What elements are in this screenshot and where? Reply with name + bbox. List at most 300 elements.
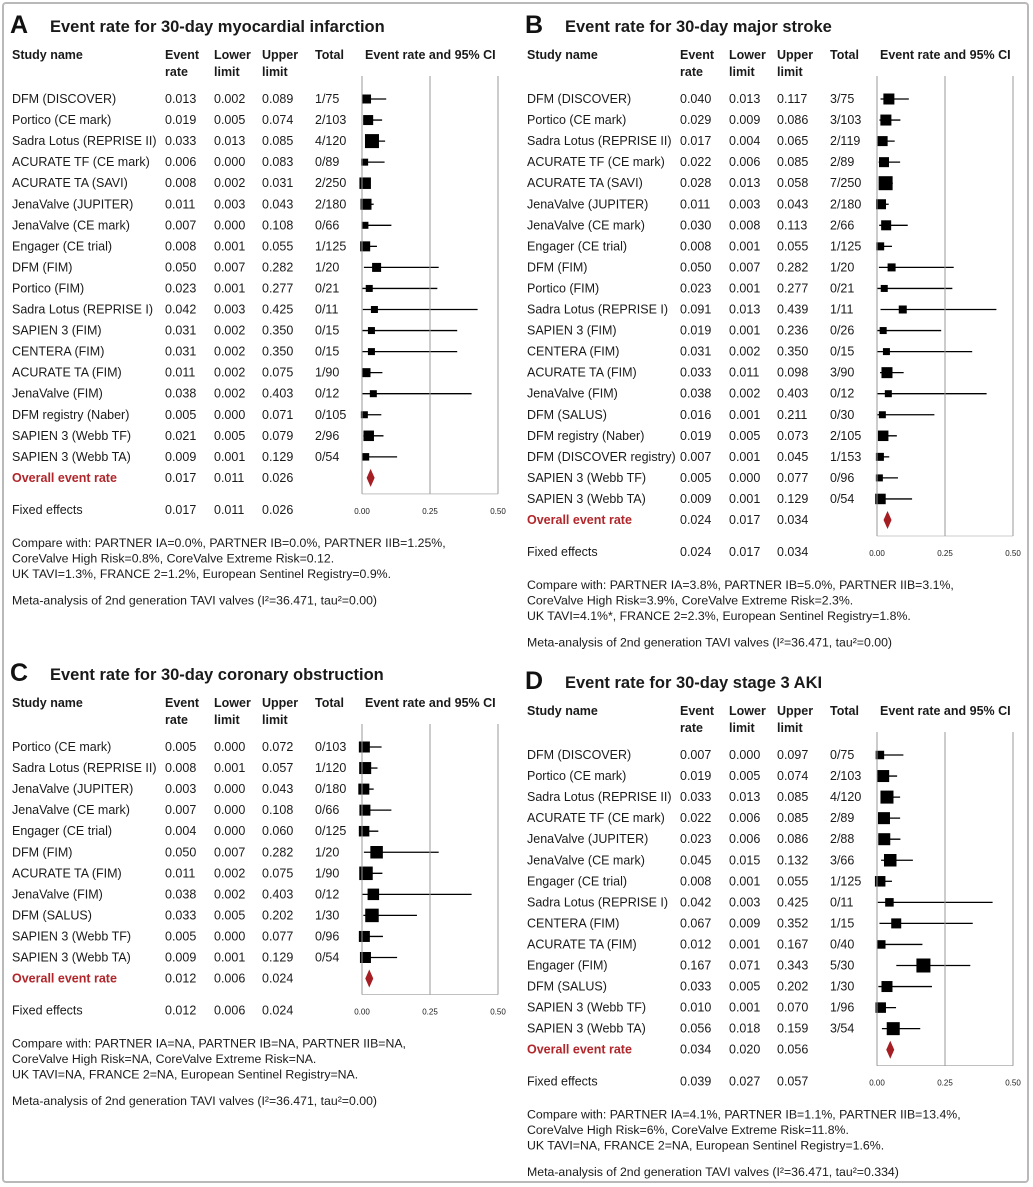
study-row — [527, 450, 889, 464]
point-estimate-marker — [370, 846, 383, 859]
total-count: 2/180 — [830, 197, 862, 212]
lower-limit: 0.001 — [214, 950, 246, 965]
total-count: 2/105 — [830, 428, 862, 443]
fixed-effects-row — [12, 503, 293, 517]
point-estimate-marker — [879, 176, 893, 190]
study-row — [527, 959, 970, 973]
total-count: 0/40 — [830, 937, 855, 952]
total-count: 0/103 — [315, 740, 347, 754]
fixed-lower: 0.027 — [729, 1074, 761, 1089]
point-estimate-marker — [359, 805, 370, 816]
lower-limit: 0.001 — [729, 281, 761, 296]
header-event-rate: Event — [680, 48, 715, 62]
meta-analysis-note: Meta-analysis of 2nd generation TAVI valves (I²=36.471, tau²=0.00) — [12, 593, 378, 608]
upper-limit: 0.057 — [262, 761, 294, 776]
study-name: ACURATE TA (FIM) — [527, 937, 637, 952]
study-name: Portico (FIM) — [527, 281, 600, 296]
fixed-lower: 0.011 — [214, 502, 245, 517]
point-estimate-marker — [891, 918, 901, 928]
lower-limit: 0.007 — [214, 260, 246, 275]
study-row — [527, 811, 900, 825]
upper-limit: 0.129 — [777, 491, 809, 506]
point-estimate-marker — [359, 931, 370, 942]
overall-upper: 0.024 — [262, 971, 294, 986]
study-name: JenaValve (JUPITER) — [12, 197, 134, 212]
lower-limit: 0.015 — [729, 853, 761, 868]
study-name: SAPIEN 3 (Webb TF) — [12, 929, 132, 944]
event-rate: 0.022 — [680, 811, 712, 826]
lower-limit: 0.005 — [729, 769, 761, 784]
lower-limit: 0.001 — [214, 761, 246, 776]
study-name: SAPIEN 3 (Webb TF) — [527, 1000, 647, 1015]
total-count: 3/75 — [830, 92, 855, 106]
total-count: 0/96 — [315, 929, 340, 944]
study-name: JenaValve (JUPITER) — [527, 832, 649, 847]
total-count: 2/250 — [315, 176, 347, 191]
header-event-rate-2: rate — [680, 721, 703, 735]
upper-limit: 0.211 — [777, 407, 808, 422]
total-count: 0/66 — [315, 218, 340, 233]
total-count: 1/125 — [830, 874, 862, 889]
point-estimate-marker — [881, 220, 891, 230]
total-count: 0/180 — [315, 782, 347, 797]
upper-limit: 0.236 — [777, 323, 809, 338]
study-row — [12, 345, 457, 359]
study-name: DFM (SALUS) — [12, 908, 92, 923]
point-estimate-marker — [370, 390, 377, 397]
total-count: 4/120 — [830, 790, 862, 805]
panel-title: Event rate for 30-day coronary obstruction — [50, 666, 384, 684]
lower-limit: 0.001 — [729, 449, 761, 464]
event-rate: 0.033 — [680, 979, 712, 994]
study-row — [527, 387, 987, 401]
fixed-effects-label: Fixed effects — [12, 502, 83, 517]
axis-tick-label: 0.25 — [422, 506, 438, 516]
lower-limit: 0.018 — [729, 1021, 761, 1036]
header-plot: Event rate and 95% CI — [365, 48, 496, 62]
axis-tick-label: 0.00 — [869, 1078, 885, 1088]
panel-title: Event rate for 30-day stage 3 AKI — [565, 674, 823, 692]
lower-limit: 0.001 — [729, 407, 761, 422]
overall-label: Overall event rate — [12, 470, 117, 485]
upper-limit: 0.055 — [777, 239, 809, 254]
study-name: ACURATE TF (CE mark) — [527, 811, 665, 826]
lower-limit: 0.000 — [729, 748, 761, 762]
fixed-effects-row — [527, 545, 808, 559]
upper-limit: 0.086 — [777, 832, 809, 847]
fixed-effects-label: Fixed effects — [12, 1003, 83, 1018]
upper-limit: 0.089 — [262, 92, 294, 106]
total-count: 0/89 — [315, 155, 340, 170]
upper-limit: 0.159 — [777, 1021, 809, 1036]
event-rate: 0.007 — [680, 449, 712, 464]
upper-limit: 0.085 — [777, 790, 809, 805]
study-row — [527, 853, 913, 867]
study-name: JenaValve (FIM) — [12, 386, 103, 401]
point-estimate-marker — [880, 327, 887, 334]
meta-analysis-note: Meta-analysis of 2nd generation TAVI valves (I²=36.471, tau²=0.334) — [527, 1165, 899, 1180]
study-name: SAPIEN 3 (Webb TF) — [527, 470, 647, 485]
event-rate: 0.038 — [165, 887, 197, 902]
point-estimate-marker — [879, 157, 889, 167]
point-estimate-marker — [881, 367, 892, 378]
header-study-name: Study name — [12, 48, 83, 62]
upper-limit: 0.350 — [777, 344, 809, 359]
study-row — [12, 324, 457, 338]
study-name: DFM (DISCOVER) — [527, 92, 632, 106]
meta-analysis-note: Meta-analysis of 2nd generation TAVI valves (I²=36.471, tau²=0.00) — [12, 1094, 378, 1109]
upper-limit: 0.085 — [262, 134, 294, 149]
event-rate: 0.040 — [680, 92, 712, 106]
total-count: 2/119 — [830, 134, 861, 149]
study-row — [12, 92, 386, 106]
event-rate: 0.050 — [165, 260, 197, 275]
total-count: 2/89 — [830, 155, 855, 170]
header-upper-limit-2: limit — [777, 65, 803, 79]
lower-limit: 0.001 — [214, 281, 246, 296]
study-name: Sadra Lotus (REPRISE I) — [527, 302, 669, 317]
upper-limit: 0.055 — [777, 874, 809, 889]
study-name: Sadra Lotus (REPRISE II) — [12, 134, 157, 149]
lower-limit: 0.002 — [214, 344, 246, 359]
compare-note: Compare with: PARTNER IA=0.0%, PARTNER IB=0.0%, PARTNER IIB=1.25%, — [12, 535, 446, 550]
study-row — [527, 748, 903, 762]
study-row — [527, 1001, 896, 1015]
study-name: ACURATE TA (FIM) — [12, 365, 122, 380]
point-estimate-marker — [877, 940, 886, 949]
study-name: Portico (FIM) — [12, 281, 85, 296]
point-estimate-marker — [365, 134, 379, 148]
point-estimate-marker — [372, 263, 381, 272]
study-name: ACURATE TA (SAVI) — [527, 176, 643, 191]
header-total: Total — [830, 704, 859, 718]
compare-note: UK TAVI=4.1%*, FRANCE 2=2.3%, European Sentinel Registry=1.8%. — [527, 609, 911, 623]
event-rate: 0.019 — [680, 428, 712, 443]
total-count: 1/75 — [315, 92, 340, 106]
header-plot: Event rate and 95% CI — [880, 704, 1011, 718]
study-row — [12, 740, 382, 754]
study-name: SAPIEN 3 (FIM) — [527, 323, 617, 338]
total-count: 1/96 — [830, 1000, 855, 1015]
study-row — [527, 832, 900, 846]
point-estimate-marker — [878, 833, 890, 845]
total-count: 2/180 — [315, 197, 347, 212]
fixed-lower: 0.017 — [729, 545, 761, 559]
point-estimate-marker — [363, 115, 373, 125]
point-estimate-marker — [916, 959, 930, 973]
overall-diamond — [884, 511, 892, 529]
study-row — [12, 845, 439, 859]
study-name: Sadra Lotus (REPRISE I) — [12, 302, 154, 317]
study-row — [527, 92, 909, 106]
study-row — [12, 803, 391, 817]
event-rate: 0.050 — [165, 845, 197, 860]
upper-limit: 0.058 — [777, 176, 809, 191]
overall-row — [527, 511, 892, 529]
total-count: 0/96 — [830, 470, 855, 485]
study-name: ACURATE TA (FIM) — [527, 365, 637, 380]
study-name: SAPIEN 3 (Webb TA) — [12, 950, 131, 965]
study-name: JenaValve (CE mark) — [12, 803, 130, 818]
upper-limit: 0.097 — [777, 748, 809, 762]
lower-limit: 0.003 — [214, 197, 246, 212]
compare-note: CoreValve High Risk=0.8%, CoreValve Extreme Risk=0.12. — [12, 551, 335, 566]
upper-limit: 0.055 — [262, 239, 294, 254]
event-rate: 0.067 — [680, 916, 712, 931]
fixed-effects-label: Fixed effects — [527, 1074, 598, 1089]
upper-limit: 0.202 — [777, 979, 809, 994]
total-count: 2/66 — [830, 218, 855, 233]
header-upper-limit: Upper — [262, 696, 299, 710]
fixed-upper: 0.024 — [262, 1003, 294, 1018]
upper-limit: 0.132 — [777, 853, 809, 868]
lower-limit: 0.000 — [214, 155, 246, 170]
total-count: 0/125 — [315, 824, 347, 839]
study-name: SAPIEN 3 (Webb TA) — [527, 1021, 646, 1036]
point-estimate-marker — [362, 453, 370, 461]
event-rate: 0.005 — [165, 740, 197, 754]
event-rate: 0.005 — [165, 929, 197, 944]
lower-limit: 0.002 — [729, 386, 761, 401]
point-estimate-marker — [899, 306, 907, 314]
header-event-rate-2: rate — [165, 65, 188, 79]
lower-limit: 0.013 — [729, 790, 761, 805]
study-row — [12, 866, 382, 880]
study-name: SAPIEN 3 (FIM) — [12, 323, 102, 338]
panel-title: Event rate for 30-day major stroke — [565, 18, 832, 36]
study-name: ACURATE TA (FIM) — [12, 866, 122, 881]
event-rate: 0.013 — [165, 92, 197, 106]
event-rate: 0.091 — [680, 302, 712, 317]
panel-letter: B — [525, 11, 544, 39]
upper-limit: 0.113 — [777, 218, 808, 233]
study-row — [12, 134, 385, 148]
event-rate: 0.056 — [680, 1021, 712, 1036]
study-row — [527, 113, 900, 127]
lower-limit: 0.006 — [729, 811, 761, 826]
event-rate: 0.003 — [165, 782, 197, 797]
event-rate: 0.023 — [680, 281, 712, 296]
point-estimate-marker — [880, 791, 893, 804]
header-upper-limit: Upper — [777, 704, 814, 718]
study-row — [12, 176, 371, 190]
point-estimate-marker — [366, 285, 373, 292]
study-row — [12, 366, 382, 380]
compare-note: UK TAVI=1.3%, FRANCE 2=1.2%, European Sentinel Registry=0.9%. — [12, 566, 392, 581]
study-row — [527, 345, 972, 359]
upper-limit: 0.083 — [262, 155, 294, 170]
lower-limit: 0.000 — [214, 782, 246, 797]
event-rate: 0.008 — [165, 761, 197, 776]
point-estimate-marker — [368, 327, 375, 334]
axis-tick-label: 0.50 — [490, 1007, 506, 1017]
event-rate: 0.011 — [680, 197, 711, 212]
lower-limit: 0.001 — [729, 491, 761, 506]
point-estimate-marker — [358, 784, 369, 795]
upper-limit: 0.098 — [777, 365, 809, 380]
study-name: JenaValve (FIM) — [12, 887, 103, 902]
event-rate: 0.009 — [165, 449, 197, 464]
upper-limit: 0.079 — [262, 428, 294, 443]
study-row — [12, 761, 378, 775]
total-count: 3/54 — [830, 1021, 855, 1036]
point-estimate-marker — [884, 854, 897, 867]
fixed-effects-row — [527, 1075, 808, 1089]
event-rate: 0.042 — [165, 302, 197, 317]
total-count: 1/90 — [315, 866, 340, 881]
study-name: Engager (CE trial) — [12, 239, 113, 254]
header-study-name: Study name — [12, 696, 83, 710]
study-row — [527, 408, 934, 422]
lower-limit: 0.001 — [729, 874, 761, 889]
panel-a — [10, 11, 506, 607]
study-row — [12, 782, 374, 796]
study-row — [12, 260, 439, 274]
study-name: Portico (CE mark) — [527, 769, 627, 784]
lower-limit: 0.005 — [214, 428, 246, 443]
event-rate: 0.028 — [680, 176, 712, 191]
study-name: DFM (FIM) — [12, 845, 73, 860]
event-rate: 0.031 — [165, 344, 197, 359]
total-count: 2/89 — [830, 811, 855, 826]
upper-limit: 0.043 — [262, 197, 294, 212]
study-name: Engager (CE trial) — [527, 874, 628, 889]
lower-limit: 0.006 — [729, 155, 761, 170]
study-name: Portico (CE mark) — [527, 113, 627, 128]
event-rate: 0.038 — [165, 386, 197, 401]
point-estimate-marker — [885, 898, 894, 907]
fixed-lower: 0.006 — [214, 1003, 246, 1018]
compare-note: UK TAVI=NA, FRANCE 2=NA, European Sentinel Registry=NA. — [12, 1067, 359, 1082]
point-estimate-marker — [881, 981, 892, 992]
lower-limit: 0.009 — [729, 113, 761, 128]
lower-limit: 0.002 — [729, 344, 761, 359]
point-estimate-marker — [368, 348, 375, 355]
study-row — [12, 929, 383, 943]
upper-limit: 0.043 — [777, 197, 809, 212]
point-estimate-marker — [359, 177, 371, 189]
overall-label: Overall event rate — [12, 971, 117, 986]
study-row — [12, 824, 378, 838]
upper-limit: 0.071 — [262, 407, 294, 422]
upper-limit: 0.117 — [777, 92, 808, 106]
upper-limit: 0.043 — [262, 782, 294, 797]
event-rate: 0.033 — [680, 365, 712, 380]
lower-limit: 0.002 — [214, 176, 246, 191]
study-name: Sadra Lotus (REPRISE II) — [527, 134, 672, 149]
upper-limit: 0.031 — [262, 176, 294, 191]
upper-limit: 0.425 — [262, 302, 294, 317]
event-rate: 0.016 — [680, 407, 712, 422]
upper-limit: 0.065 — [777, 134, 809, 149]
point-estimate-marker — [883, 94, 894, 105]
total-count: 1/153 — [830, 449, 862, 464]
total-count: 0/15 — [830, 344, 855, 359]
overall-diamond — [367, 469, 375, 487]
event-rate: 0.008 — [680, 874, 712, 889]
event-rate: 0.005 — [165, 407, 197, 422]
upper-limit: 0.060 — [262, 824, 294, 839]
upper-limit: 0.045 — [777, 449, 809, 464]
total-count: 3/66 — [830, 853, 855, 868]
upper-limit: 0.352 — [777, 916, 809, 931]
total-count: 1/30 — [830, 979, 855, 994]
study-row — [527, 916, 973, 930]
upper-limit: 0.343 — [777, 958, 809, 973]
event-rate: 0.042 — [680, 895, 712, 910]
event-rate: 0.033 — [165, 134, 197, 149]
total-count: 0/75 — [830, 748, 855, 762]
axis-tick-label: 0.25 — [422, 1007, 438, 1017]
event-rate: 0.012 — [680, 937, 712, 952]
study-name: CENTERA (FIM) — [12, 344, 105, 359]
study-row — [12, 387, 472, 401]
upper-limit: 0.282 — [262, 260, 294, 275]
study-name: JenaValve (CE mark) — [12, 218, 130, 233]
point-estimate-marker — [883, 348, 890, 355]
total-count: 0/11 — [830, 895, 854, 910]
lower-limit: 0.004 — [729, 134, 761, 149]
upper-limit: 0.403 — [777, 386, 809, 401]
upper-limit: 0.277 — [777, 281, 809, 296]
event-rate: 0.011 — [165, 365, 196, 380]
overall-row — [12, 970, 373, 988]
study-row — [527, 260, 954, 274]
lower-limit: 0.000 — [214, 929, 246, 944]
lower-limit: 0.001 — [729, 937, 761, 952]
panel-letter: C — [10, 659, 29, 687]
total-count: 7/250 — [830, 176, 862, 191]
point-estimate-marker — [878, 136, 888, 146]
lower-limit: 0.001 — [214, 239, 246, 254]
point-estimate-marker — [359, 867, 373, 881]
point-estimate-marker — [361, 368, 370, 377]
lower-limit: 0.008 — [729, 218, 761, 233]
event-rate: 0.031 — [165, 323, 197, 338]
event-rate: 0.007 — [165, 803, 197, 818]
panel-title: Event rate for 30-day myocardial infarction — [50, 18, 385, 36]
total-count: 0/66 — [315, 803, 340, 818]
study-row — [12, 450, 397, 464]
study-row — [527, 303, 996, 317]
event-rate: 0.007 — [680, 748, 712, 762]
study-row — [12, 155, 385, 169]
compare-note: CoreValve High Risk=3.9%, CoreValve Extreme Risk=2.3%. — [527, 593, 854, 608]
total-count: 1/120 — [315, 761, 347, 776]
axis-tick-label: 0.25 — [937, 1078, 953, 1088]
lower-limit: 0.013 — [729, 176, 761, 191]
header-upper-limit: Upper — [777, 48, 814, 62]
lower-limit: 0.000 — [214, 803, 246, 818]
study-name: JenaValve (CE mark) — [527, 853, 645, 868]
total-count: 3/103 — [830, 113, 862, 128]
header-upper-limit-2: limit — [262, 65, 288, 79]
event-rate: 0.008 — [165, 176, 197, 191]
overall-diamond — [365, 970, 373, 988]
total-count: 1/125 — [830, 239, 862, 254]
total-count: 2/103 — [830, 769, 862, 784]
study-name: CENTERA (FIM) — [527, 344, 620, 359]
study-row — [12, 951, 397, 965]
axis-tick-label: 0.00 — [354, 506, 370, 516]
event-rate: 0.022 — [680, 155, 712, 170]
study-name: SAPIEN 3 (Webb TF) — [12, 428, 132, 443]
overall-lower: 0.020 — [729, 1042, 761, 1057]
header-event-rate: Event — [680, 704, 715, 718]
study-row — [527, 281, 952, 295]
compare-note: Compare with: PARTNER IA=4.1%, PARTNER IB=1.1%, PARTNER IIB=13.4%, — [527, 1107, 961, 1122]
study-row — [12, 429, 383, 443]
